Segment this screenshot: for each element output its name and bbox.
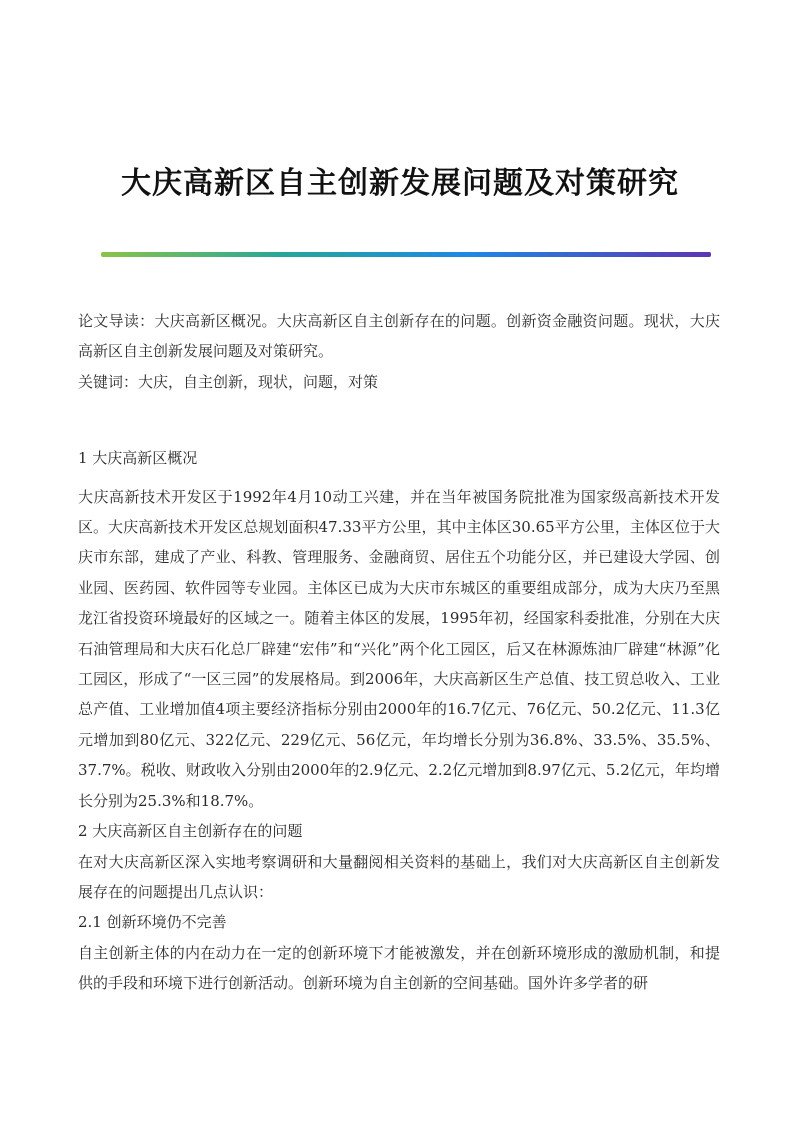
section-paragraph-2-1: 自主创新主体的内在动力在一定的创新环境下才能被激发，并在创新环境形成的激励机制，和提供的手段和环境下进行创新活动。创新环境为自主创新的空间基础。国外许多学者的研 bbox=[78, 943, 720, 993]
section-heading-2: 2 大庆高新区自主创新存在的问题 bbox=[78, 822, 303, 841]
section-heading-2-1: 2.1 创新环境仍不完善 bbox=[78, 913, 227, 932]
title-gradient-divider bbox=[101, 252, 711, 257]
section-heading-1: 1 大庆高新区概况 bbox=[78, 449, 198, 468]
section-paragraph-1: 大庆高新技术开发区于1992年4月10动工兴建，并在当年被国务院批准为国家级高新技术开发区。大庆高新技术开发区总规划面积47.33平方公里，其中主体区30.65平方公里，主体区位于大庆市东部，建成了产业、科教、管理服务、金融商贸、居住五个功能分区，并已建设大学园、创业园、医药园、软件园等专业园。主体区已成为大庆市东城区的重要组成部分，成为大庆乃至黑龙江省投资环境最好的区域之一。随着主体区的发展，1995年初，经国家科委批准，分别在大庆石油管理局和大庆石化总厂辟建“宏伟”和“兴化”两个化工园区，后又在林源炼油厂辟建“林源”化工园区，形成了“一区三园”的发展格局。到2006年，大庆高新区生产总值、技工贸总收入、工业总产值、工业增加值4项主要经济指标分别由2000年的16.7亿元、76亿元、50.2亿元、11.3亿元增加到80亿元、322亿元、229亿元、56亿元，年均增长分别为36.8%、33.5%、35.5%、37.7%。税收、财政收入分别由2000年的2.9亿元、2.2亿元增加到8.97亿元、5.2亿元，年均增长分别为25.3%和18.7%。 bbox=[78, 487, 720, 810]
document-body bbox=[78, 306, 720, 999]
section-paragraph-2: 在对大庆高新区深入实地考察调研和大量翻阅相关资料的基础上，我们对大庆高新区自主创新发展存在的问题提出几点认识： bbox=[78, 852, 720, 901]
abstract: 论文导读：大庆高新区概况。大庆高新区自主创新存在的问题。创新资金融资问题。现状，大庆高新区自主创新发展问题及对策研究。 bbox=[78, 312, 720, 361]
keywords: 关键词：大庆，自主创新，现状，问题，对策 bbox=[78, 372, 379, 391]
document-title: 大庆高新区自主创新发展问题及对策研究 bbox=[121, 166, 679, 201]
